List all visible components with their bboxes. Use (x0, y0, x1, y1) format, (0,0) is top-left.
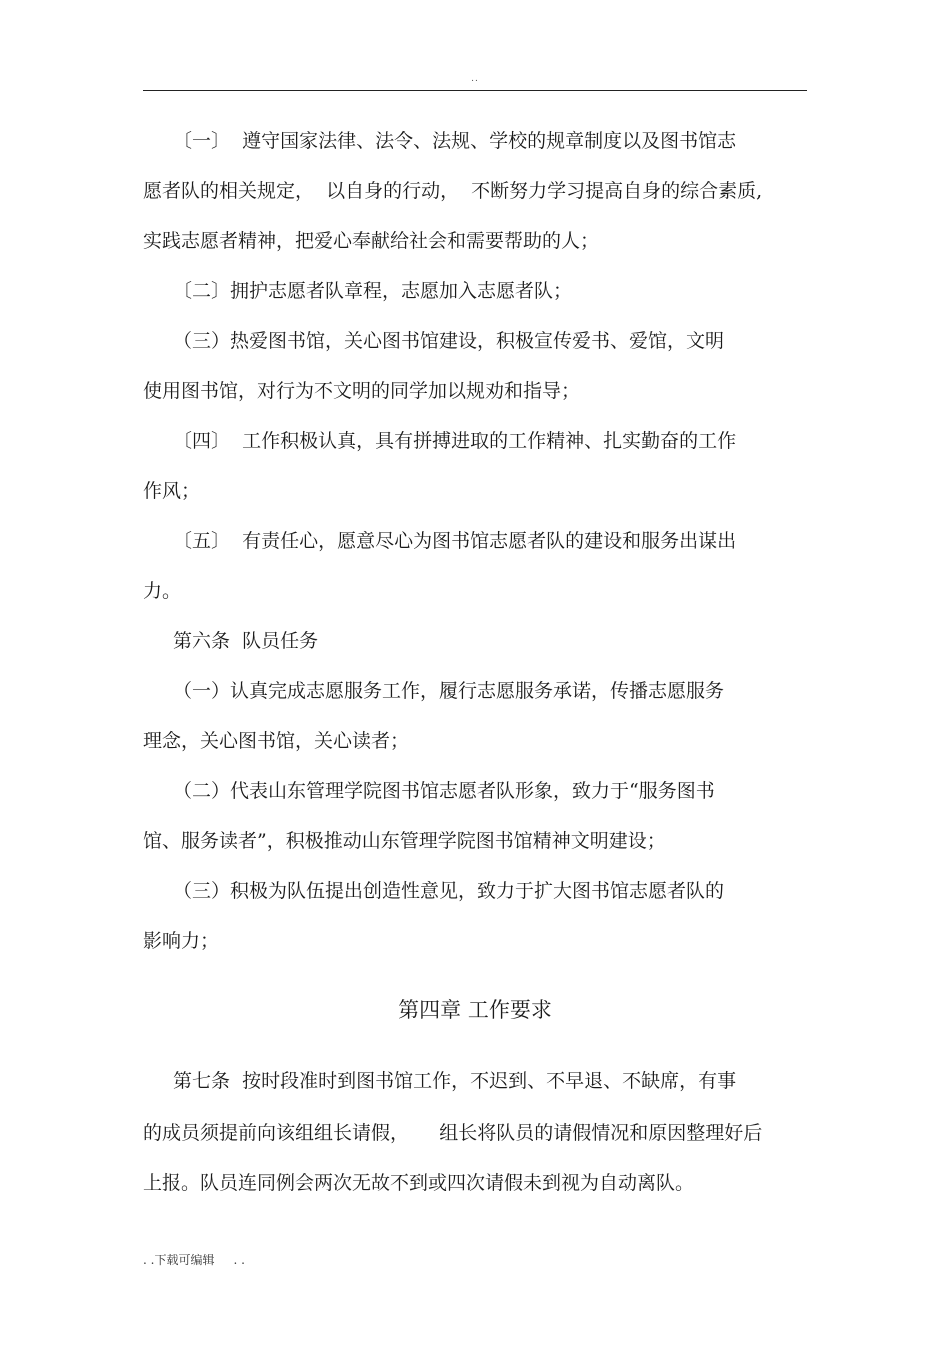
text-line: （一）认真完成志愿服务工作，履行志愿服务承诺，传播志愿服务 (173, 680, 725, 702)
text-line: 实践志愿者精神，把爱心奉献给社会和需要帮助的人； (143, 230, 600, 252)
text-line: （三）积极为队伍提出创造性意见，致力于扩大图书馆志愿者队的 (173, 880, 725, 902)
page-footer: . .下载可编辑 . . (143, 1253, 245, 1267)
text-line: 第七条 按时段准时到图书馆工作，不迟到、不早退、不缺席，有事 (173, 1070, 737, 1092)
header-rule (143, 90, 807, 91)
chapter-title: 第四章 工作要求 (398, 998, 552, 1022)
text-line: 〔五〕 有责任心，愿意尽心为图书馆志愿者队的建设和服务出谋出 (173, 530, 737, 552)
text-line: 使用图书馆，对行为不文明的同学加以规劝和指导； (143, 380, 581, 402)
text-line: 力。 (143, 580, 182, 602)
text-line: 〔一〕 遵守国家法律、法令、法规、学校的规章制度以及图书馆志 (173, 130, 737, 152)
page-header-mark: .. (471, 74, 479, 84)
text-line: 〔二〕拥护志愿者队章程，志愿加入志愿者队； (173, 280, 573, 302)
text-line: （三）热爱图书馆，关心图书馆建设，积极宣传爱书、爱馆，文明 (173, 330, 725, 352)
text-line: 作风； (143, 480, 201, 502)
text-line: 愿者队的相关规定， 以自身的行动， 不断努力学习提高自身的综合素质, (143, 180, 763, 202)
text-line: 〔四〕 工作积极认真，具有拼搏进取的工作精神、扎实勤奋的工作 (173, 430, 737, 452)
text-line: 影响力； (143, 930, 220, 952)
text-line: （二）代表山东管理学院图书馆志愿者队形象，致力于“服务图书 (173, 780, 715, 802)
text-line: 理念，关心图书馆，关心读者； (143, 730, 410, 752)
text-line: 上报。队员连同例会两次无故不到或四次请假未到视为自动离队。 (143, 1172, 695, 1194)
text-line: 的成员须提前向该组组长请假， 组长将队员的请假情况和原因整理好后 (143, 1122, 763, 1144)
text-line: 馆、服务读者”，积极推动山东管理学院图书馆精神文明建设； (143, 830, 666, 852)
article-heading: 第六条 队员任务 (173, 630, 319, 652)
